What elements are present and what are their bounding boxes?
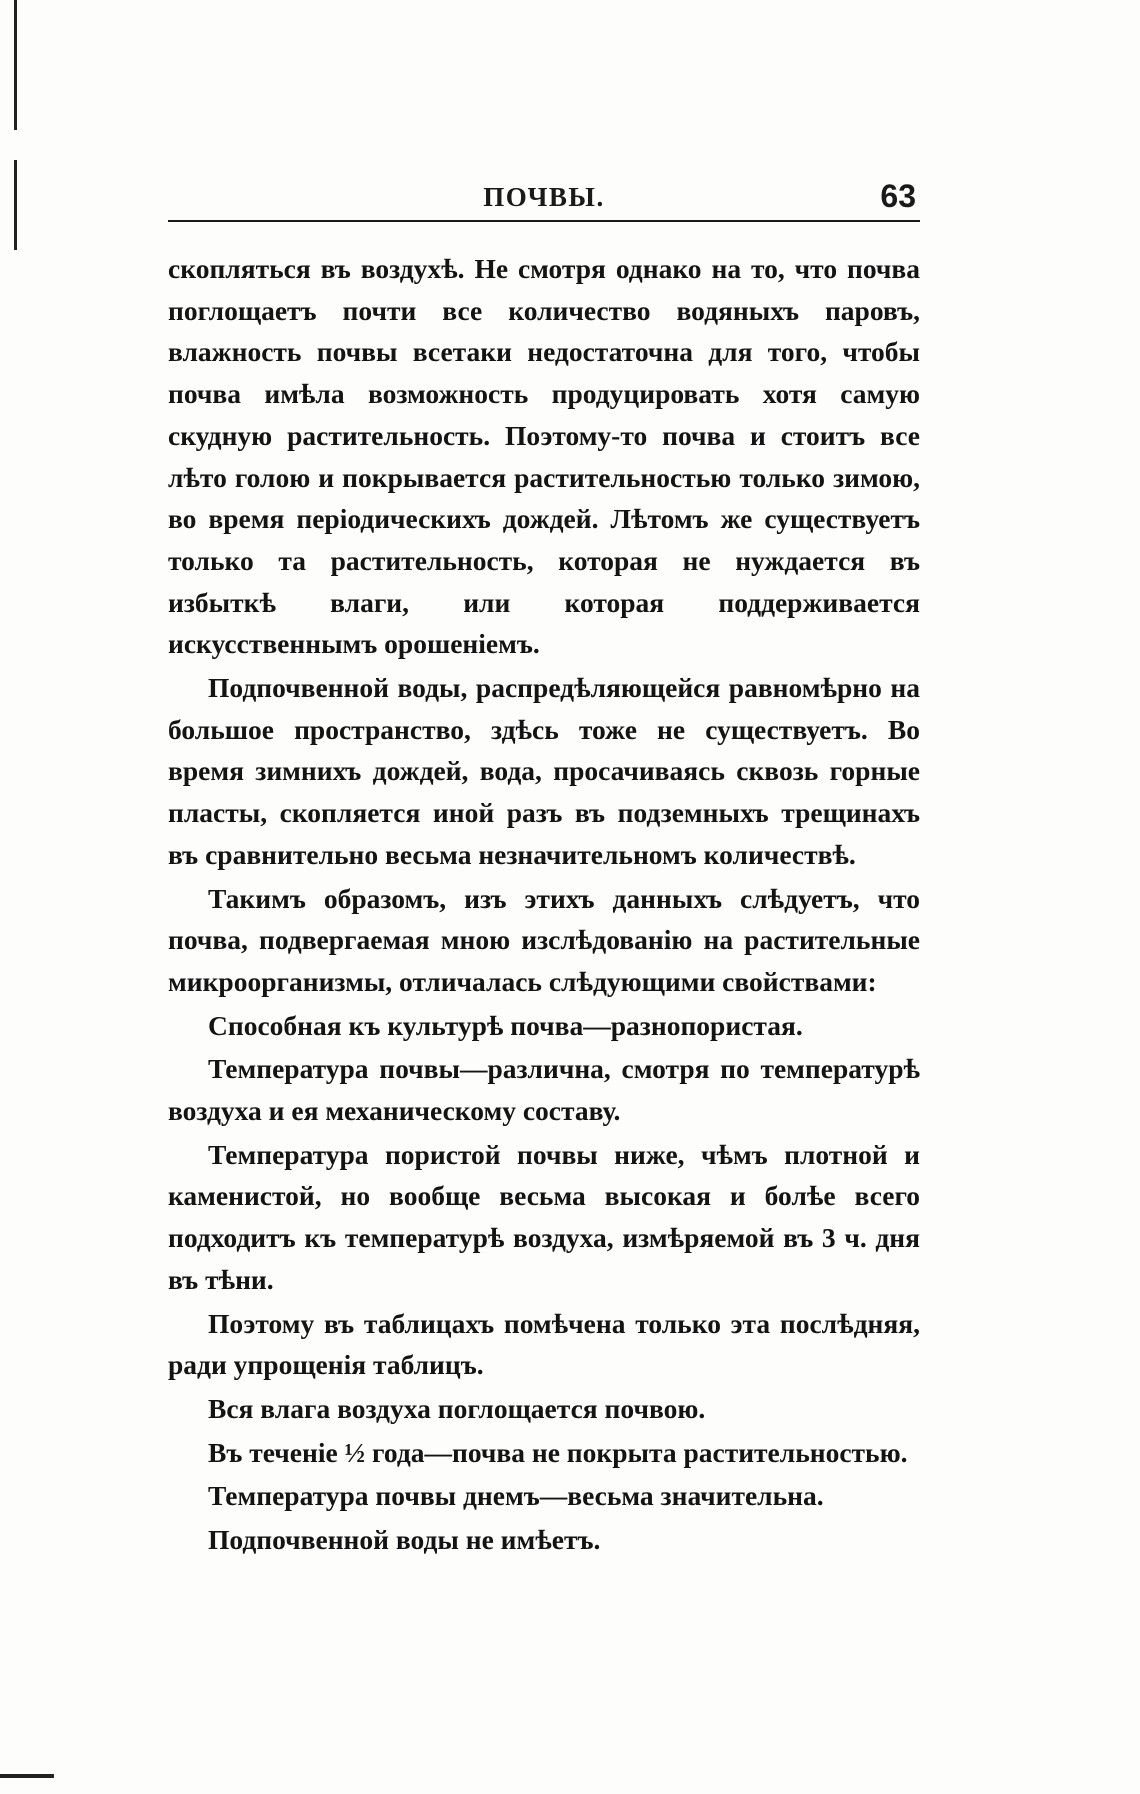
running-head: ПОЧВЫ. bbox=[483, 182, 605, 212]
paragraph: Подпочвенной воды не имѣетъ. bbox=[208, 1524, 601, 1556]
body-text bbox=[168, 248, 920, 1561]
scan-corner-mark bbox=[0, 1774, 54, 1778]
page-edge-mark-middle bbox=[14, 160, 17, 250]
paragraph: Подпочвенной воды, распредѣляющейся равномѣрно на большое пространство, здѣсь тоже не существуетъ. Во время зимнихъ дождей, вода, просачиваясь сквозь горные пласты, скопляется иной разъ въ подземныхъ трещинахъ въ сравнительно весьма незначительномъ количествѣ. bbox=[168, 672, 920, 870]
page-edge-mark-top bbox=[14, 0, 17, 130]
paragraph: Способная къ культурѣ почва—разнопористая. bbox=[208, 1009, 803, 1041]
paragraph: Температура пористой почвы ниже, чѣмъ плотной и каменистой, но вообще весьма высокая и болѣе всего подходитъ къ температурѣ воздуха, измѣряемой въ 3 ч. дня въ тѣни. bbox=[168, 1138, 920, 1295]
header-rule bbox=[168, 220, 920, 222]
paragraph: Такимъ образомъ, изъ этихъ данныхъ слѣдуетъ, что почва, подвергаемая мною изслѣдованію на растительные микроорганизмы, отличалась слѣдующими свойствами: bbox=[168, 882, 920, 997]
paragraph: Поэтому въ таблицахъ помѣчена только эта послѣдняя, ради упрощенія таблицъ. bbox=[168, 1307, 920, 1381]
page-header bbox=[168, 178, 920, 220]
paragraph: Въ теченіе ½ года—почва не покрыта растительностью. bbox=[208, 1436, 908, 1468]
paragraph: Температура почвы днемъ—весьма значительна. bbox=[208, 1480, 824, 1512]
paragraph: Температура почвы—различна, смотря по температурѣ воздуха и ея механическому составу. bbox=[168, 1053, 920, 1127]
paragraph-continued: скопляться въ воздухѣ. Не смотря однако на то, что почва поглощаетъ почти все количество водяныхъ паровъ, влажность почвы всетаки недостаточна для того, чтобы почва имѣла возможность продуцировать хотя самую скудную растительность. Поэтому-то почва и стоитъ все лѣто голою и покрывается растительностью только зимою, во время періодическихъ дождей. Лѣтомъ же существуетъ только та растительность, которая не нуждается въ избыткѣ влаги, или которая поддерживается искусственнымъ орошеніемъ. bbox=[168, 253, 920, 660]
paragraph: Вся влага воздуха поглощается почвою. bbox=[208, 1392, 706, 1424]
page-number: 63 bbox=[880, 178, 916, 214]
